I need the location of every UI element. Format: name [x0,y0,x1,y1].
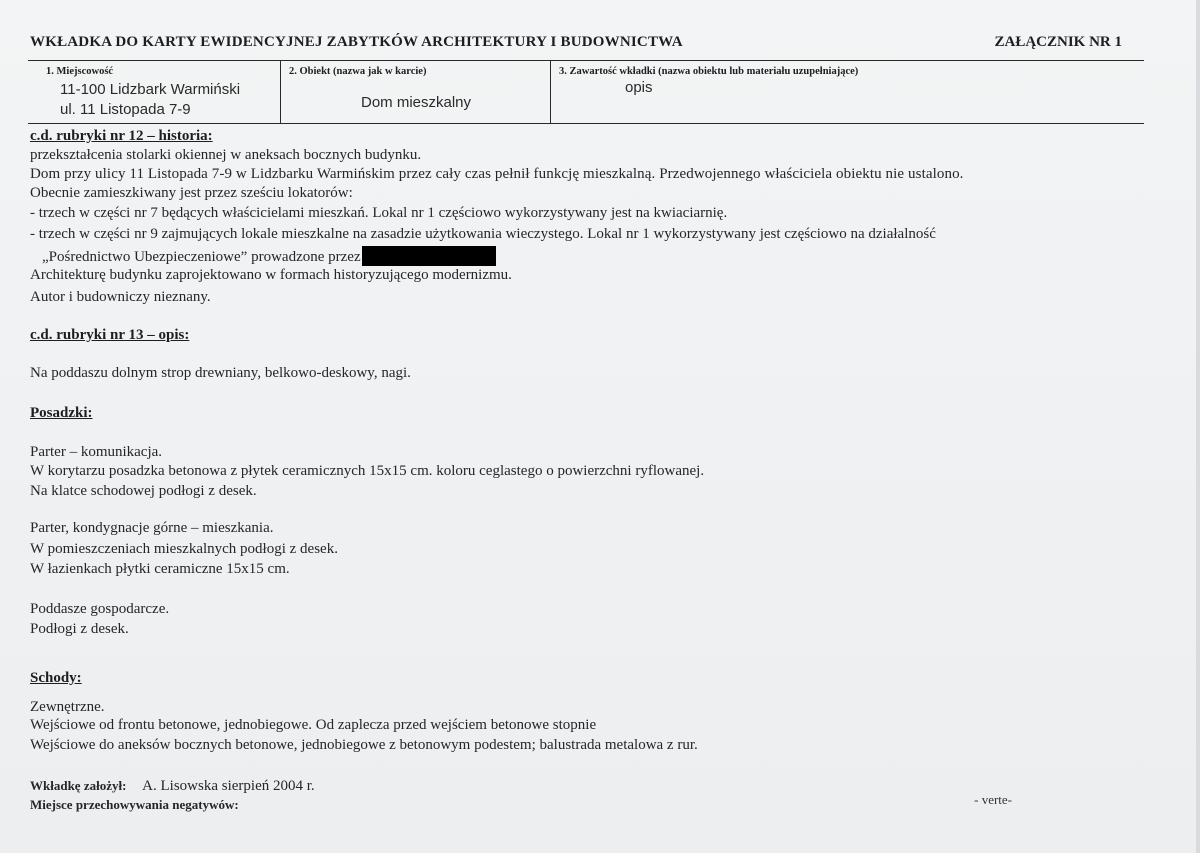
floors-line: Na klatce schodowej podłogi z desek. [30,483,257,499]
floors-line: Poddasze gospodarcze. [30,601,170,617]
negatives-row [30,795,239,815]
history-line: - trzech w części nr 7 będących właścicielami mieszkań. Lokal nr 1 częściowo wykorzystywany jest na kwiaciarnię. [30,205,728,221]
field-object-value: Dom mieszkalny [361,94,472,111]
author-row [30,776,315,796]
history-line: Obecnie zamieszkiwany jest przez sześciu lokatorów: [30,185,353,201]
author-label: Wkładkę założył: [30,778,127,793]
field-object [280,61,551,123]
description-heading: c.d. rubryki nr 13 – opis: [30,327,190,343]
floors-line: Parter – komunikacja. [30,444,163,460]
floors-line: W pomieszczeniach mieszkalnych podłogi z desek. [30,541,338,557]
floors-line: Parter, kondygnacje górne – mieszkania. [30,520,274,536]
negatives-label: Miejsce przechowywania negatywów: [30,797,239,812]
description-line: Na poddaszu dolnym strop drewniany, belkowo-deskowy, nagi. [30,365,411,381]
history-line [42,246,496,267]
stairs-line: Wejściowe do aneksów bocznych betonowe, jednobiegowe z betonowym podestem; balustrada metalowa z rur. [30,737,698,753]
field-contents-label: 3. Zawartość wkładki (nazwa obiektu lub materiału uzupełniające) [559,66,859,77]
history-line: Architekturę budynku zaprojektowano w formach historyzującego modernizmu. [30,267,512,283]
page-edge [1196,0,1200,853]
floors-heading: Posadzki: [30,405,93,421]
author-value: A. Lisowska sierpień 2004 r. [142,778,315,794]
floors-line: W korytarzu posadzka betonowa z płytek ceramicznych 15x15 cm. koloru ceglastego o powierzchni ryflowanej. [30,463,705,479]
stairs-heading: Schody: [30,670,82,686]
history-line: Autor i budowniczy nieznany. [30,289,211,305]
redaction-block [362,246,496,266]
history-line: Dom przy ulicy 11 Listopada 7-9 w Lidzbarku Warmińskim przez cały czas pełnił funkcję mieszkalną. Przedwojennego właściciela obiektu nie ustalono. [30,166,964,182]
field-location-line2: ul. 11 Listopada 7-9 [60,101,191,118]
field-location-label: 1. Miejscowość [46,66,114,77]
history-line-text: „Pośrednictwo Ubezpieczeniowe” prowadzone przez [42,249,361,265]
field-location [28,61,280,123]
history-line: - trzech w części nr 9 zajmujących lokale mieszkalne na zasadzie użytkowania wieczystego. Lokal nr 1 wykorzystywany jest częściowo na działalność [30,226,936,242]
field-location-line1: 11-100 Lidzbark Warmiński [60,81,241,98]
field-object-label: 2. Obiekt (nazwa jak w karcie) [289,66,427,77]
verte-note: - verte- [974,792,1012,807]
floors-line: Podłogi z desek. [30,621,129,637]
annex-number: ZAŁĄCZNIK NR 1 [994,34,1122,50]
stairs-line: Wejściowe od frontu betonowe, jednobiegowe. Od zaplecza przed wejściem betonowe stopnie [30,717,597,733]
document-title: WKŁADKA DO KARTY EWIDENCYJNEJ ZABYTKÓW ARCHITEKTURY I BUDOWNICTWA [30,34,683,50]
floors-line: W łazienkach płytki ceramiczne 15x15 cm. [30,561,290,577]
field-contents-value: opis [625,79,653,96]
fields-table [28,61,1144,124]
field-contents [550,61,1145,123]
stairs-line: Zewnętrzne. [30,699,105,715]
history-line: przekształcenia stolarki okiennej w aneksach bocznych budynku. [30,147,422,163]
history-heading: c.d. rubryki nr 12 – historia: [30,128,213,144]
